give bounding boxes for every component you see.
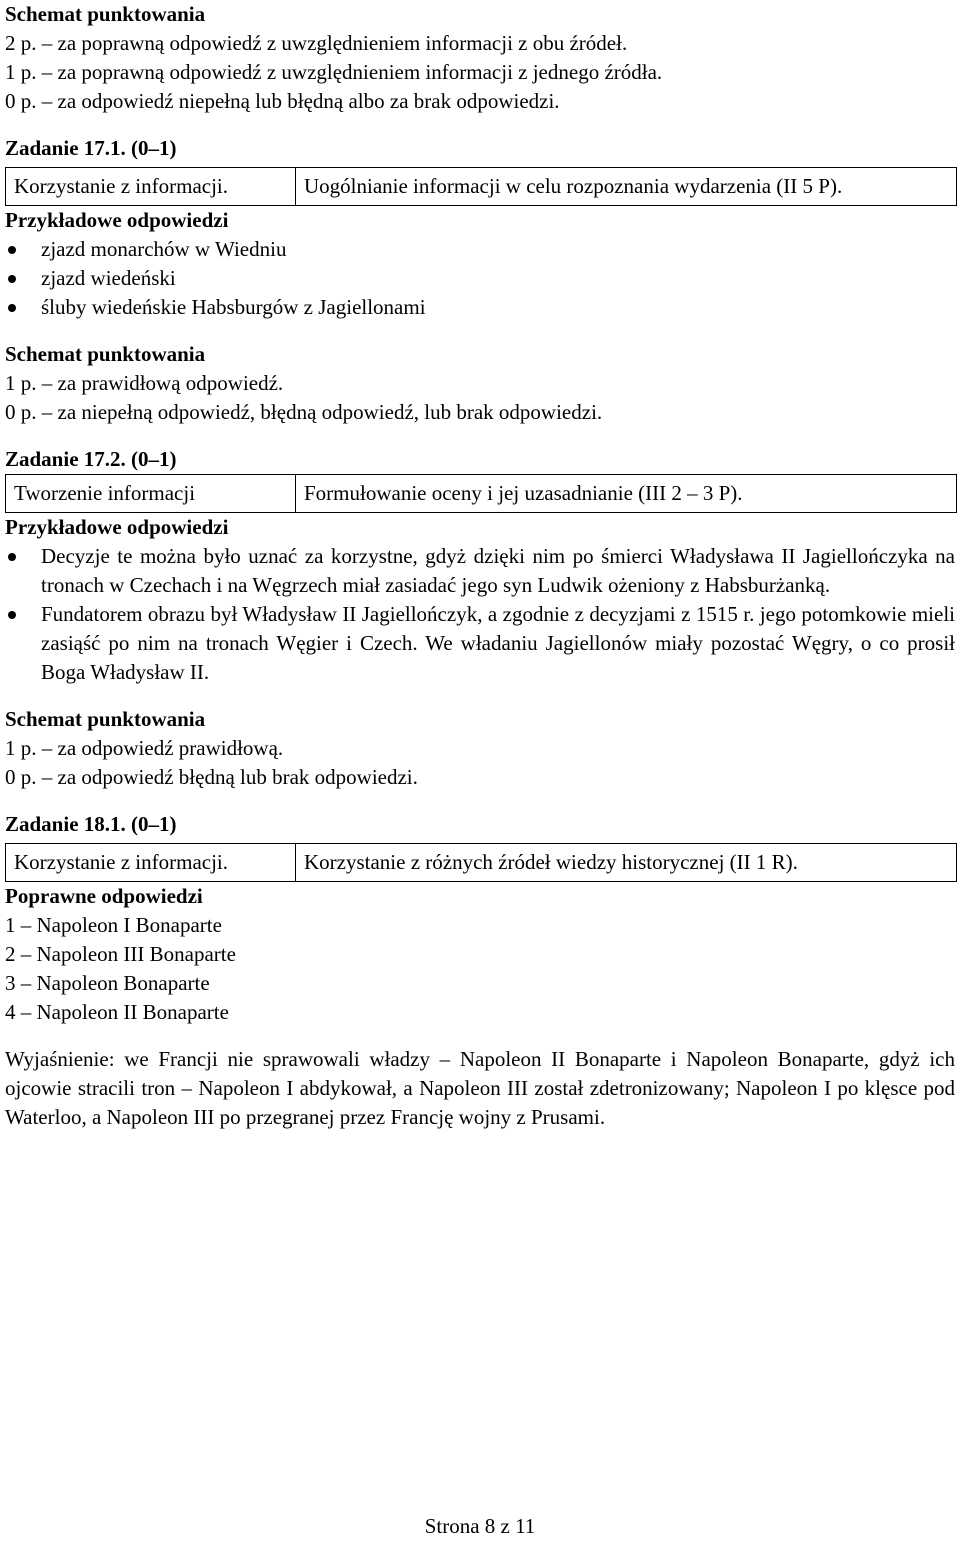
explanation-paragraph: Wyjaśnienie: we Francji nie sprawowali władzy – Napoleon II Bonaparte i Napoleon Bonaparte, gdyż ich ojcowie stracili tron – Napoleon I abdykował, a Napoleon III został zdetronizowany; Napoleon I po klęsce pod Waterloo, a Napoleon III po przegranej przez Francję wojny z Prusami.	[5, 1047, 955, 1129]
skill-table	[5, 843, 957, 882]
task-17-2	[5, 445, 955, 792]
scoring-line: 0 p. – za niepełną odpowiedź, błędną odpowiedź, lub brak odpowiedzi.	[5, 400, 603, 424]
task-title: Zadanie 18.1. (0–1)	[5, 812, 177, 836]
scoring-line: 0 p. – za odpowiedź błędną lub brak odpowiedzi.	[5, 765, 418, 789]
task-title: Zadanie 17.1. (0–1)	[5, 136, 177, 160]
answer-line: 4 – Napoleon II Bonaparte	[5, 1000, 229, 1024]
skill-specific: Formułowanie oceny i jej uzasadnianie (III 2 – 3 P).	[296, 475, 957, 513]
answers-heading: Poprawne odpowiedzi	[5, 884, 203, 908]
scoring-heading: Schemat punktowania	[5, 342, 206, 366]
answers-list	[5, 542, 955, 687]
task-title: Zadanie 17.2. (0–1)	[5, 447, 177, 471]
skill-general: Korzystanie z informacji.	[6, 168, 296, 206]
answers-heading: Przykładowe odpowiedzi	[5, 515, 229, 539]
scoring-line: 1 p. – za odpowiedź prawidłową.	[5, 736, 284, 760]
list-item: Fundatorem obrazu był Władysław II Jagiellończyk, a zgodnie z decyzjami z 1515 r. jego potomkowie mieli zasiąść po nim na tronach Węgier i Czech. We władaniu Jagiellonów miały pozostać Węgry, o co prosił Boga Władysław II.	[5, 600, 955, 687]
scoring-heading: Schemat punktowania	[5, 707, 206, 731]
task-17-1	[5, 134, 955, 427]
skill-general: Tworzenie informacji	[6, 475, 296, 513]
answer-line: 2 – Napoleon III Bonaparte	[5, 942, 236, 966]
document-page	[5, 0, 955, 1132]
answer-line: 1 – Napoleon I Bonaparte	[5, 913, 222, 937]
scoring-heading: Schemat punktowania	[5, 2, 206, 26]
task-18-1	[5, 810, 955, 1132]
answers-list	[5, 235, 955, 322]
list-item: Decyzje te można było uznać za korzystne, gdyż dzięki nim po śmierci Władysława II Jagiellończyka na tronach w Czechach i na Węgrzech miał zasiadać jego syn Ludwik ożeniony z Habsburżanką.	[5, 542, 955, 600]
scoring-line: 1 p. – za prawidłową odpowiedź.	[5, 371, 284, 395]
answers-heading: Przykładowe odpowiedzi	[5, 208, 229, 232]
page-footer: Strona 8 z 11	[424, 1514, 536, 1538]
list-item: śluby wiedeńskie Habsburgów z Jagiellonami	[5, 293, 955, 322]
scoring-scheme-top	[5, 0, 955, 116]
scoring-line: 0 p. – za odpowiedź niepełną lub błędną albo za brak odpowiedzi.	[5, 89, 560, 113]
list-item: zjazd monarchów w Wiedniu	[5, 235, 955, 264]
answer-line: 3 – Napoleon Bonaparte	[5, 971, 210, 995]
skill-table	[5, 167, 957, 206]
list-item: zjazd wiedeński	[5, 264, 955, 293]
skill-specific: Uogólnianie informacji w celu rozpoznania wydarzenia (II 5 P).	[296, 168, 957, 206]
skill-specific: Korzystanie z różnych źródeł wiedzy historycznej (II 1 R).	[296, 844, 957, 882]
skill-general: Korzystanie z informacji.	[6, 844, 296, 882]
scoring-line: 2 p. – za poprawną odpowiedź z uwzględnieniem informacji z obu źródeł.	[5, 31, 628, 55]
scoring-line: 1 p. – za poprawną odpowiedź z uwzględnieniem informacji z jednego źródła.	[5, 60, 663, 84]
skill-table	[5, 474, 957, 513]
